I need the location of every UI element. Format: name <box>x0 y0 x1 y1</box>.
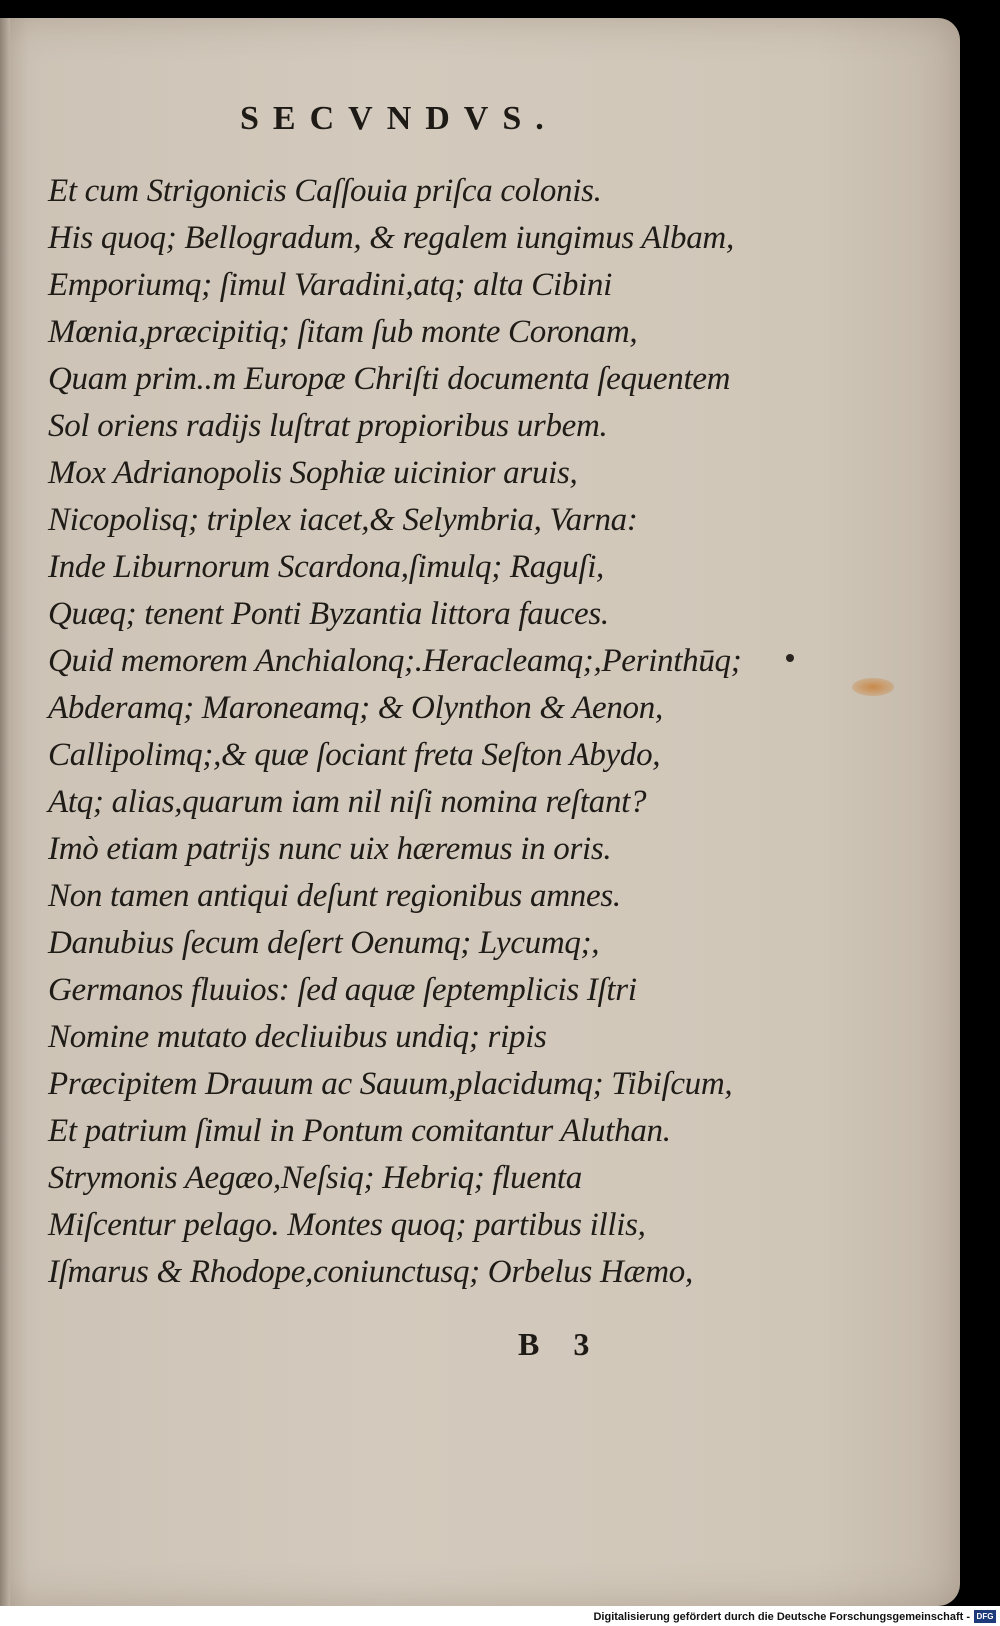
paper-stain <box>852 678 894 696</box>
verse-line: Nomine mutato decliuibus undiq; ripis <box>48 1019 547 1055</box>
verse-line: Quæq; tenent Ponti Byzantia littora fauces. <box>48 596 609 632</box>
ink-spot <box>786 654 794 662</box>
verse-line: Mox Adrianopolis Sophiæ uicinior aruis, <box>48 455 578 491</box>
verse-line: Abderamq; Maroneamq; & Olynthon & Aenon, <box>48 690 663 726</box>
signature-mark: B 3 <box>518 1326 590 1362</box>
page-gutter-shadow <box>0 18 10 1606</box>
verse-line: Atq; alias,quarum iam nil niſi nomina reſtant? <box>48 784 647 820</box>
funding-credit: Digitalisierung gefördert durch die Deutsche Forschungsgemeinschaft - <box>593 1611 970 1623</box>
verse-line: His quoq; Bellogradum, & regalem iungimus Albam, <box>48 220 734 256</box>
verse-line: Quid memorem Anchialonq;.Heracleamq;,Perinthūq; <box>48 643 742 679</box>
verse-line: Nicopolisq; triplex iacet,& Selymbria, Varna: <box>48 502 638 538</box>
verse-line: Strymonis Aegæo,Neſsiq; Hebriq; fluenta <box>48 1160 582 1196</box>
verse-line: Mœnia,præcipitiq; ſitam ſub monte Coronam, <box>48 314 638 350</box>
verse-line: Non tamen antiqui deſunt regionibus amnes. <box>48 878 621 914</box>
verse-line: Sol oriens radijs luſtrat propioribus urbem. <box>48 408 608 444</box>
verse-line: Quam prim..m Europæ Chriſti documenta ſequentem <box>48 361 731 397</box>
verse-line: Germanos fluuios: ſed aquæ ſeptemplicis Iſtri <box>48 972 637 1008</box>
verse-line: Inde Liburnorum Scardona,ſimulq; Raguſi, <box>48 549 605 585</box>
verse-line: Callipolimq;,& quæ ſociant freta Seſton Abydo, <box>48 737 661 773</box>
verse-line: Et patrium ſimul in Pontum comitantur Aluthan. <box>48 1113 671 1149</box>
verse-line: Miſcentur pelago. Montes quoq; partibus illis, <box>48 1207 646 1243</box>
verse-line: Et cum Strigonicis Caſſouia priſca colonis. <box>48 173 602 209</box>
running-head: SECVNDVS. <box>240 100 558 137</box>
verse-list <box>48 168 748 1296</box>
verse-line: Præcipitem Drauum ac Sauum,placidumq; Tibiſcum, <box>48 1066 733 1102</box>
verse-line: Emporiumq; ſimul Varadini,atq; alta Cibini <box>48 267 612 303</box>
verse-line: Imò etiam patrijs nunc uix hæremus in oris. <box>48 831 612 867</box>
verse-line: Iſmarus & Rhodope,coniunctusq; Orbelus Hæmo, <box>48 1254 693 1290</box>
paper-page <box>0 18 960 1606</box>
dfg-logo-icon: DFG <box>974 1610 996 1623</box>
digitization-footer <box>0 1606 1000 1626</box>
verse-line: Danubius ſecum deſert Oenumq; Lycumq;, <box>48 925 600 961</box>
